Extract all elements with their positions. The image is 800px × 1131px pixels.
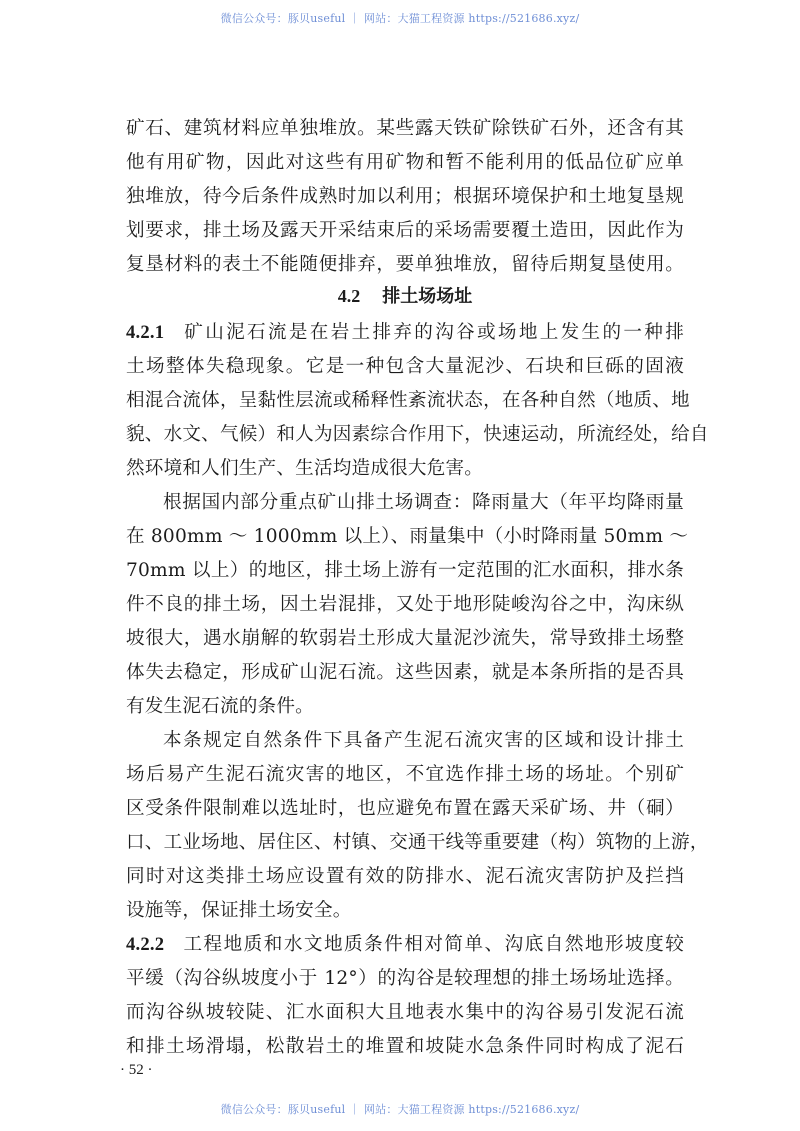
text-line: 貌、水文、气候）和人为因素综合作用下，快速运动，所流经处，给自 [126, 424, 709, 445]
text-line: 划要求，排土场及露天开采结束后的采场需要覆土造田，因此作为 [126, 220, 684, 241]
text-line: 根据国内部分重点矿山排土场调查：降雨量大（年平均降雨量 [163, 492, 684, 513]
watermark-bottom: 微信公众号：豚贝useful ｜ 网站：大猫工程资源 https://521686.xyz/ [220, 1103, 580, 1116]
text-line: 和排土场滑塌，松散岩土的堆置和坡陡水急条件同时构成了泥石 [126, 1036, 684, 1057]
text-line: 土场整体失稳现象。它是一种包含大量泥沙、石块和巨砾的固液 [126, 356, 684, 377]
text-line: 体失去稳定，形成矿山泥石流。这些因素，就是本条所指的是否具 [126, 662, 684, 683]
clause-4-2-1-line: 4.2.1 矿山泥石流是在岩土排弃的沟谷或场地上发生的一种排 [126, 322, 684, 343]
clause-4-2-2-line: 4.2.2 工程地质和水文地质条件相对简单、沟底自然地形坡度较 [126, 934, 684, 955]
watermark-top: 微信公众号：豚贝useful ｜ 网站：大猫工程资源 https://521686.xyz/ [220, 12, 580, 25]
clause-number: 4.2.2 [126, 934, 165, 955]
text-line: 坡很大，遇水崩解的软弱岩土形成大量泥沙流失，常导致排土场整 [126, 628, 684, 649]
text-line: 区受条件限制难以选址时，也应避免布置在露天采矿场、井（硐） [126, 798, 684, 819]
text-line: 场后易产生泥石流灾害的地区，不宜选作排土场的场址。个别矿 [126, 764, 684, 785]
text-line: 相混合流体，呈黏性层流或稀释性紊流状态，在各种自然（地质、地 [126, 390, 690, 411]
text-line: 设施等，保证排土场安全。 [126, 900, 352, 921]
text-line: 在 800mm ～ 1000mm 以上）、雨量集中（小时降雨量 50mm ～ [126, 526, 689, 547]
text-line: 件不良的排土场，因土岩混排，又处于地形陡峻沟谷之中，沟床纵 [126, 594, 684, 615]
section-number: 4.2 [337, 286, 361, 306]
text-line: 70mm 以上）的地区，排土场上游有一定范围的汇水面积，排水条 [126, 560, 684, 581]
text-line: 矿石、建筑材料应单独堆放。某些露天铁矿除铁矿石外，还含有其 [126, 118, 684, 139]
text-line: 然环境和人们生产、生活均造成很大危害。 [126, 458, 484, 479]
text-line: 有发生泥石流的条件。 [126, 696, 314, 717]
text-line: 复垦材料的表土不能随便排弃，要单独堆放，留待后期复垦使用。 [126, 254, 684, 275]
text-line: 同时对这类排土场应设置有效的防排水、泥石流灾害防护及拦挡 [126, 866, 684, 887]
text-line: 口、工业场地、居住区、村镇、交通干线等重要建（构）筑物的上游， [126, 832, 709, 853]
section-heading [126, 282, 684, 308]
text-line: 他有用矿物，因此对这些有用矿物和暂不能利用的低品位矿应单 [126, 152, 684, 173]
text-line: 而沟谷纵坡较陡、汇水面积大且地表水集中的沟谷易引发泥石流 [126, 1002, 684, 1023]
text-line: 本条规定自然条件下具备产生泥石流灾害的区域和设计排土 [163, 730, 684, 751]
text-line: 平缓（沟谷纵坡度小于 12°）的沟谷是较理想的排土场场址选择。 [126, 968, 684, 989]
section-title: 排土场场址 [382, 286, 473, 307]
page-number: · 52 · [120, 1062, 153, 1078]
clause-number: 4.2.1 [126, 322, 165, 343]
text-line: 独堆放，待今后条件成熟时加以利用；根据环境保护和土地复垦规 [126, 186, 684, 207]
